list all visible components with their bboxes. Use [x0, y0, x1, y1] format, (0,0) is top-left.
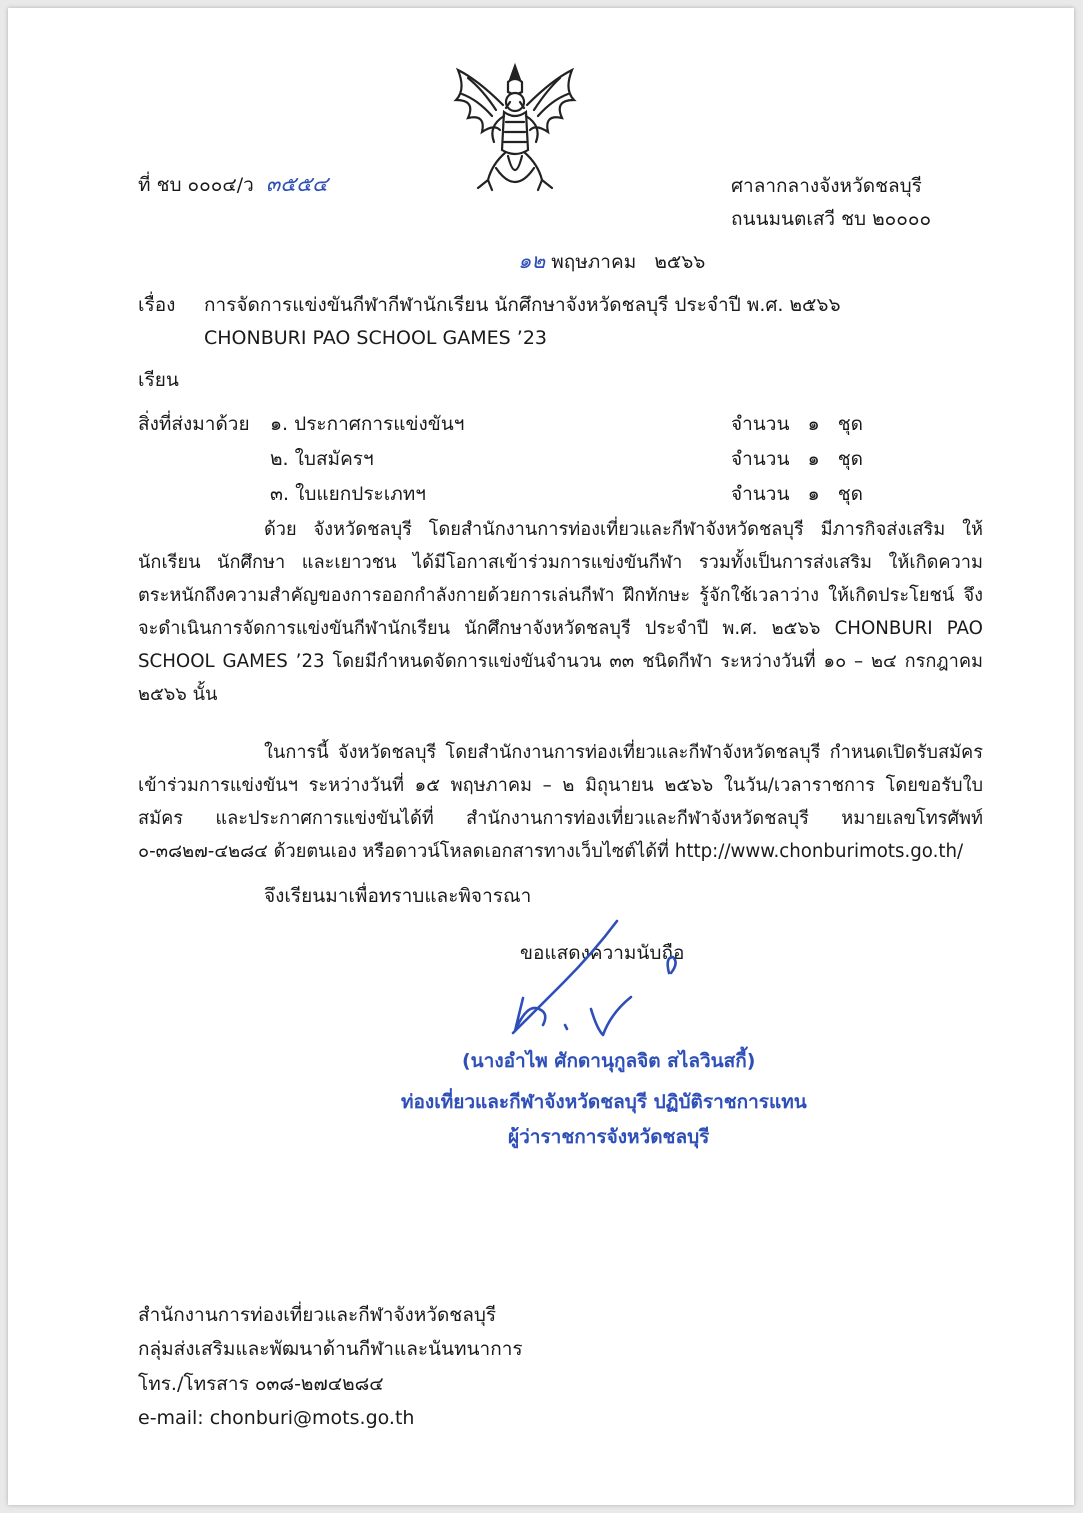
subject-line-1: การจัดการแข่งขันกีฬากีฬานักเรียน นักศึกษาจังหวัดชลบุรี ประจำปี พ.ศ. ๒๕๖๖	[204, 294, 841, 316]
footer-group: กลุ่มส่งเสริมและพัฒนาด้านกีฬาและนันทนาการ	[138, 1338, 523, 1360]
footer-phone: โทร./โทรสาร ๐๓๘-๒๗๔๒๘๔	[138, 1373, 384, 1395]
address-line-2: ถนนมนตเสวี ชบ ๒๐๐๐๐	[731, 208, 932, 230]
subject-label: เรื่อง	[138, 294, 176, 316]
body-paragraph-2-text: ในการนี้ จังหวัดชลบุรี โดยสำนักงานการท่องเที่ยวและกีฬาจังหวัดชลบุรี กำหนดเปิดรับสมัคร เข้าร่วมการแข่งขันฯ ระหว่างวันที่ ๑๕ พฤษภาคม – ๒ มิถุนายน ๒๕๖๖ ในวัน/เวลาราชการ โดยขอรับใบสมัคร และประกาศการแข่งขันได้ที่ สำนักงานการท่องเที่ยวและกีฬาจังหวัดชลบุรี หมายเลขโทรศัพท์ ๐-๓๘๒๗-๔๒๘๔ ด้วยตนเอง หรือดาวน์โหลดเอกสารทางเว็บไซต์ได้ที่ http://www.chonburimots.go.th/	[138, 742, 983, 862]
signer-title-2: ผู้ว่าราชการจังหวัดชลบุรี	[508, 1126, 710, 1148]
enclosure-item: ๓. ใบแยกประเภทฯ	[270, 483, 426, 505]
footer-office: สำนักงานการท่องเที่ยวและกีฬาจังหวัดชลบุรี	[138, 1304, 497, 1326]
enclosure-item: ๒. ใบสมัครฯ	[270, 448, 374, 470]
garuda-emblem-icon	[448, 60, 582, 198]
handwritten-signature	[493, 913, 723, 1053]
body-paragraph-1-text: ด้วย จังหวัดชลบุรี โดยสำนักงานการท่องเที่ยวและกีฬาจังหวัดชลบุรี มีภารกิจส่งเสริม ให้นักเรียน นักศึกษา และเยาวชน ได้มีโอกาสเข้าร่วมการแข่งขันกีฬา รวมทั้งเป็นการส่งเสริม ให้เกิดความตระหนักถึงความสำคัญของการออกกำลังกายด้วยการเล่นกีฬา ฝึกทักษะ รู้จักใช้เวลาว่าง ให้เกิดประโยชน์ จึงจะดำเนินการจัดการแข่งขันกีฬานักเรียน นักศึกษาจังหวัดชลบุรี ประจำปี พ.ศ. ๒๕๖๖ CHONBURI PAO SCHOOL GAMES ’23 โดยมีกำหนดจัดการแข่งขันจำนวน ๓๓ ชนิดกีฬา ระหว่างวันที่ ๑๐ – ๒๔ กรกฎาคม ๒๕๖๖ นั้น	[138, 519, 983, 705]
body-paragraph-1	[138, 513, 983, 711]
recipient-label: เรียน	[138, 369, 179, 391]
closing-sentence: จึงเรียนมาเพื่อทราบและพิจารณา	[264, 885, 532, 907]
subject-line-2: CHONBURI PAO SCHOOL GAMES ’23	[204, 327, 547, 349]
letter-date	[518, 249, 705, 274]
signer-name: (นางอำไพ ศักดานุกูลจิต สไลวินสกี้)	[462, 1050, 756, 1072]
reference-number	[138, 172, 328, 197]
date-day-handwritten: ๑๒	[518, 249, 546, 273]
enclosure-item: ๑. ประกาศการแข่งขันฯ	[270, 413, 465, 435]
footer-email: e-mail: chonburi@mots.go.th	[138, 1407, 415, 1429]
address-line-1: ศาลากลางจังหวัดชลบุรี	[731, 175, 922, 197]
letter-page	[8, 8, 1074, 1505]
date-month-year: พฤษภาคม ๒๕๖๖	[551, 251, 706, 273]
enclosure-qty: จำนวน ๑ ชุด	[731, 483, 863, 505]
reference-label: ที่ ชบ ๐๐๐๔/ว	[138, 174, 254, 196]
body-paragraph-2	[138, 736, 983, 868]
reference-number-handwritten: ๓๕๕๔	[265, 172, 328, 196]
enclosures-label: สิ่งที่ส่งมาด้วย	[138, 413, 250, 435]
regards: ขอแสดงความนับถือ	[520, 942, 685, 964]
signer-title-1: ท่องเที่ยวและกีฬาจังหวัดชลบุรี ปฏิบัติราชการแทน	[401, 1091, 807, 1113]
enclosure-qty: จำนวน ๑ ชุด	[731, 413, 863, 435]
enclosure-qty: จำนวน ๑ ชุด	[731, 448, 863, 470]
